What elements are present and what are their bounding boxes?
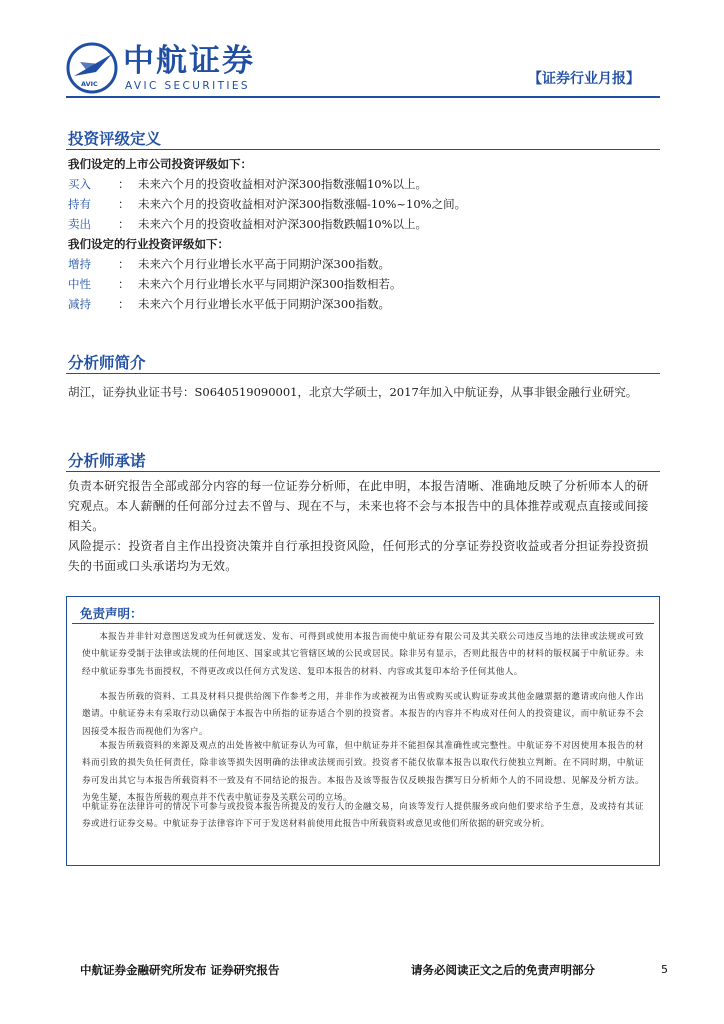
disclaimer-paragraph: 本报告所载资料的来源及观点的出处皆被中航证券认为可靠，但中航证券并不能担保其准确性或完整性。中航证券不对因使用本报告的材料而引致的损失负任何责任，除非该等损失因明确的法律或法规而引致。投资者不能仅依靠本报告以取代行使独立判断。在不同时期，中航证券可发出其它与本报告所载资料不一致及有不同结论的报告。本报告及该等报告仅反映报告撰写日分析师个人的不同设想、见解及分析方法。为免生疑，本报告所载的观点并不代表中航证券及关联公司的立场。	[82, 741, 644, 804]
rating-desc: 未来六个月的投资收益相对沪深300指数涨幅-10%~10%之间。	[138, 197, 467, 211]
disclaimer-paragraph: 本报告并非针对意图送发或为任何就送发、发布、可得到或使用本报告而使中航证券有限公司及其关联公司违反当地的法律或法规或可致使中航证券受制于法律或法规的任何地区、国家或其它管辖区域的公民或居民。除非另有显示，否则此报告中的材料的版权属于中航证券。未经中航证券事先书面授权，不得更改或以任何方式发送、复印本报告的材料、内容或其复印本给予任何其他人。	[82, 632, 644, 677]
rating-term: 买入	[68, 177, 91, 191]
avic-plane-logo-icon	[66, 42, 118, 94]
analyst-section-divider	[66, 373, 660, 374]
rating-section-divider	[66, 149, 660, 150]
rating-term: 减持	[68, 297, 91, 311]
risk-warning-paragraph: 风险提示：投资者自主作出投资决策并自行承担投资风险，任何形式的分享证券投资收益或者分担证券投资损失的书面或口头承诺均为无效。	[68, 539, 649, 573]
rating-desc: 未来六个月的投资收益相对沪深300指数涨幅10%以上。	[138, 177, 428, 191]
header-divider	[66, 96, 660, 98]
brand-name-cn: 中航证券	[123, 43, 255, 79]
disclaimer-title: 免责声明：	[80, 606, 143, 621]
footer-disclaimer-note: 请务必阅读正文之后的免责声明部分	[411, 963, 595, 977]
rating-colon: ：	[118, 177, 130, 191]
disclaimer-header-bar	[72, 601, 654, 624]
company-rating-heading: 我们设定的上市公司投资评级如下：	[68, 157, 252, 171]
footer-publisher: 中航证券金融研究所发布 证券研究报告	[80, 963, 280, 977]
rating-desc: 未来六个月行业增长水平高于同期沪深300指数。	[138, 257, 390, 271]
rating-desc: 未来六个月的投资收益相对沪深300指数跌幅10%以上。	[138, 217, 428, 231]
disclaimer-paragraph: 本报告所载的资料、工具及材料只提供给阁下作参考之用，并非作为或被视为出售或购买或认购证券或其他金融票据的邀请或向他人作出邀请。中航证券未有采取行动以确保于本报告中所指的证券适合个别的投资者。本报告的内容并不构成对任何人的投资建议，而中航证券不会因接受本报告而视他们为客户。	[82, 692, 644, 737]
rating-term: 中性	[68, 277, 91, 291]
analyst-bio: 胡江，证券执业证书号：S0640519090001，北京大学硕士，2017年加入中航证券，从事非银金融行业研究。	[68, 385, 638, 399]
rating-colon: ：	[118, 297, 130, 311]
pledge-section-title: 分析师承诺	[68, 452, 146, 470]
pledge-section-divider	[66, 471, 660, 472]
rating-colon: ：	[118, 217, 130, 231]
analyst-section-title: 分析师简介	[68, 354, 146, 372]
pledge-paragraph: 负责本研究报告全部或部分内容的每一位证券分析师，在此申明，本报告清晰、准确地反映了分析师本人的研究观点。本人薪酬的任何部分过去不曾与、现在不与，未来也将不会与本报告中的具体推荐或观点直接或间接相关。	[68, 479, 649, 533]
rating-colon: ：	[118, 197, 130, 211]
page-number: 5	[661, 963, 668, 976]
rating-colon: ：	[118, 277, 130, 291]
rating-term: 卖出	[68, 217, 91, 231]
rating-section-title: 投资评级定义	[68, 130, 162, 148]
rating-desc: 未来六个月行业增长水平低于同期沪深300指数。	[138, 297, 390, 311]
rating-colon: ：	[118, 257, 130, 271]
brand-name-en: AVIC SECURITIES	[125, 80, 250, 92]
rating-term: 持有	[68, 197, 91, 211]
rating-term: 增持	[68, 257, 91, 271]
rating-desc: 未来六个月行业增长水平与同期沪深300指数相若。	[138, 277, 402, 291]
logo-badge-text: AVIC	[81, 80, 98, 88]
disclaimer-paragraph: 中航证券在法律许可的情况下可参与或投资本报告所提及的发行人的金融交易，向该等发行人提供服务或向他们要求给予生意，及或持有其证券或进行证券交易。中航证券于法律容许下可于发送材料前使用此报告中所载资料或意见或他们所依据的研究或分析。	[82, 802, 644, 830]
report-type-label: 【证券行业月报】	[528, 71, 640, 87]
industry-rating-heading: 我们设定的行业投资评级如下：	[68, 237, 229, 251]
